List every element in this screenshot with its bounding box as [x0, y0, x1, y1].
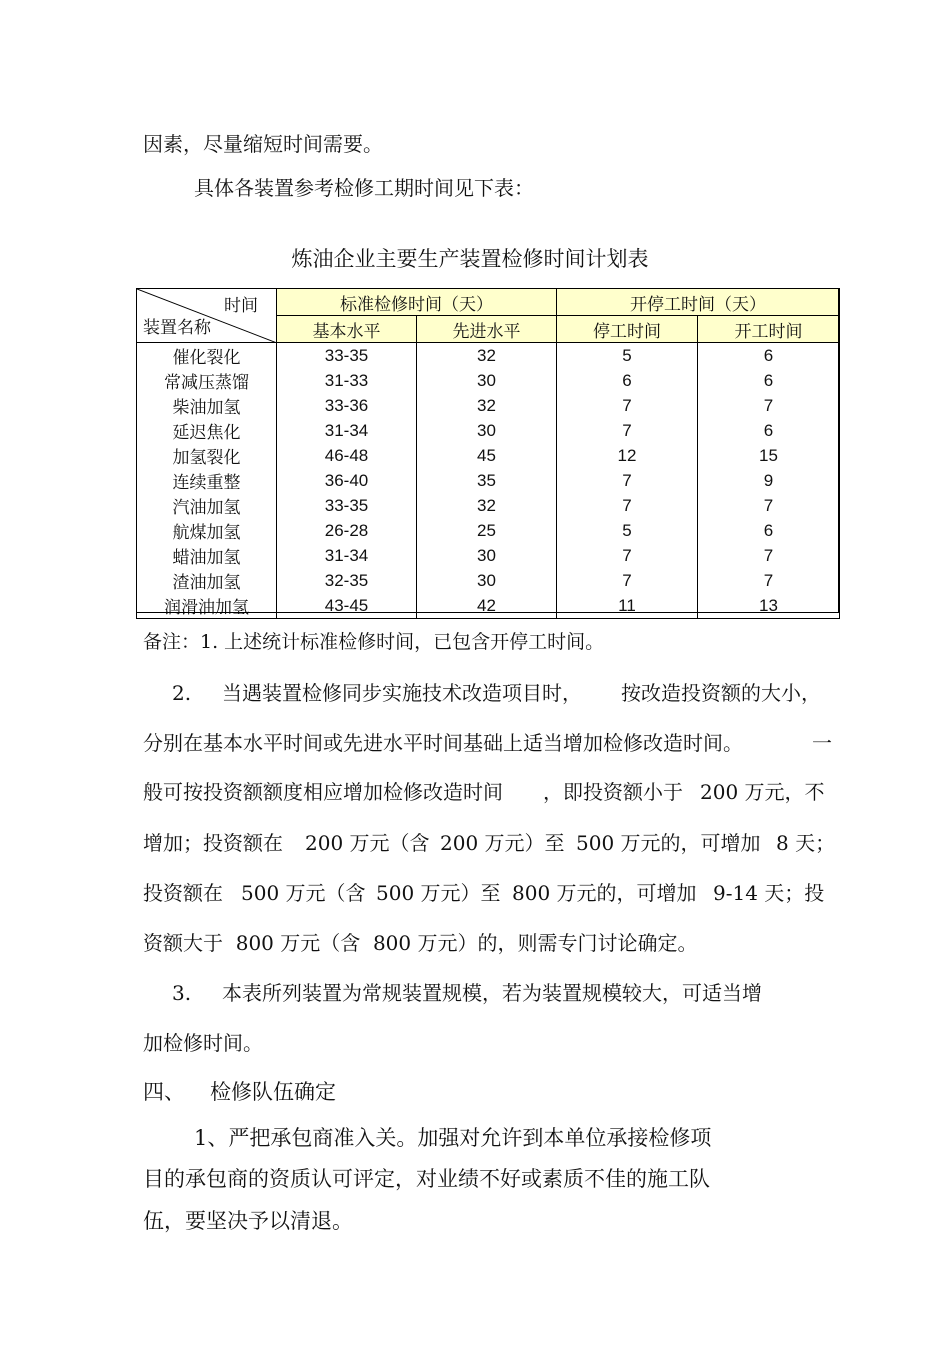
table-row — [137, 518, 840, 543]
header-stop-start-time: 开停工时间（天） — [557, 289, 840, 316]
header-stop-time: 停工时间 — [557, 316, 698, 343]
start-time-cell: 9 — [698, 468, 840, 493]
basic-level-cell: 26-28 — [277, 518, 417, 543]
start-time-cell: 7 — [698, 543, 840, 568]
unit-name-cell: 柴油加氢 — [137, 393, 277, 418]
note-2-text: 增加；投资额在 — [143, 831, 283, 855]
stop-time-cell: 7 — [557, 568, 698, 593]
stop-time-cell: 7 — [557, 493, 698, 518]
advanced-level-cell: 30 — [417, 543, 557, 568]
basic-level-cell: 32-35 — [277, 568, 417, 593]
basic-level-cell: 31-34 — [277, 543, 417, 568]
header-advanced-level: 先进水平 — [417, 316, 557, 343]
stop-time-cell: 11 — [557, 593, 698, 619]
basic-level-cell: 33-36 — [277, 393, 417, 418]
paragraph-line: 目的承包商的资质认可评定，对业绩不好或素质不佳的施工队 — [143, 1167, 710, 1191]
advanced-level-cell: 32 — [417, 393, 557, 418]
note-2-text: 按改造投资额的大小， — [621, 681, 821, 705]
unit-name-cell: 催化裂化 — [137, 343, 277, 369]
table-row — [137, 418, 840, 443]
advanced-level-cell: 30 — [417, 418, 557, 443]
start-time-cell: 7 — [698, 568, 840, 593]
note-3-number: 3. — [172, 981, 192, 1005]
unit-name-cell: 航煤加氢 — [137, 518, 277, 543]
note-2-text: 投资额在 — [143, 881, 223, 905]
header-start-time: 开工时间 — [698, 316, 840, 343]
start-time-cell: 6 — [698, 368, 840, 393]
start-time-cell: 7 — [698, 493, 840, 518]
table-row — [137, 443, 840, 468]
note-3-text: 加检修时间。 — [143, 1031, 263, 1055]
unit-name-cell: 连续重整 — [137, 468, 277, 493]
note-2-text: 500 万元（含 — [241, 881, 366, 905]
stop-time-cell: 12 — [557, 443, 698, 468]
unit-name-cell: 加氢裂化 — [137, 443, 277, 468]
note-2-text: 般可按投资额额度相应增加检修改造时间 — [143, 780, 503, 804]
advanced-level-cell: 25 — [417, 518, 557, 543]
advanced-level-cell: 35 — [417, 468, 557, 493]
note-2-text: 500 万元）至 — [376, 881, 501, 905]
unit-name-cell: 润滑油加氢 — [137, 593, 277, 619]
start-time-cell: 6 — [698, 518, 840, 543]
table-row — [137, 568, 840, 593]
advanced-level-cell: 45 — [417, 443, 557, 468]
header-standard-time: 标准检修时间（天） — [277, 289, 557, 316]
stop-time-cell: 7 — [557, 418, 698, 443]
note-2-text: 资额大于 800 万元（含 800 万元）的，则需专门讨论确定。 — [143, 931, 698, 955]
table-row — [137, 543, 840, 568]
note-2-text: 9-14 天；投 — [713, 881, 825, 905]
note-2-text: 分别在基本水平时间或先进水平时间基础上适当增加检修改造时间。 — [143, 731, 743, 755]
advanced-level-cell: 32 — [417, 343, 557, 369]
unit-name-cell: 常减压蒸馏 — [137, 368, 277, 393]
stop-time-cell: 6 — [557, 368, 698, 393]
start-time-cell: 15 — [698, 443, 840, 468]
note-2-text: 200 万元）至 — [440, 831, 565, 855]
stop-time-cell: 7 — [557, 543, 698, 568]
paragraph-line: 1、严把承包商准入关。加强对允许到本单位承接检修项 — [194, 1126, 712, 1150]
note-2-text: 200 万元（含 — [305, 831, 430, 855]
start-time-cell: 6 — [698, 418, 840, 443]
note-3-text: 本表所列装置为常规装置规模，若为装置规模较大，可适当增 — [222, 981, 762, 1005]
paragraph-line: 具体各装置参考检修工期时间见下表： — [194, 176, 534, 200]
header-basic-level: 基本水平 — [277, 316, 417, 343]
stop-time-cell: 7 — [557, 393, 698, 418]
basic-level-cell: 31-34 — [277, 418, 417, 443]
section-heading: 检修队伍确定 — [210, 1080, 336, 1104]
unit-name-cell: 渣油加氢 — [137, 568, 277, 593]
basic-level-cell: 31-33 — [277, 368, 417, 393]
stop-time-cell: 5 — [557, 343, 698, 369]
table-corner-header — [137, 289, 277, 343]
note-2-text: 一 — [812, 731, 832, 755]
advanced-level-cell: 30 — [417, 368, 557, 393]
start-time-cell: 7 — [698, 393, 840, 418]
note-2-text: 800 万元的，可增加 — [512, 881, 697, 905]
corner-name-label: 装置名称 — [143, 318, 211, 338]
paragraph-line: 因素，尽量缩短时间需要。 — [143, 132, 383, 156]
unit-name-cell: 汽油加氢 — [137, 493, 277, 518]
unit-name-cell: 蜡油加氢 — [137, 543, 277, 568]
basic-level-cell: 46-48 — [277, 443, 417, 468]
table-row — [137, 493, 840, 518]
stop-time-cell: 7 — [557, 468, 698, 493]
section-number: 四、 — [143, 1080, 185, 1104]
note-2-text: ，即投资额小于 — [543, 780, 683, 804]
table-row — [137, 468, 840, 493]
stop-time-cell: 5 — [557, 518, 698, 543]
basic-level-cell: 33-35 — [277, 343, 417, 369]
note-2-number: 2. — [172, 681, 192, 705]
table-row — [137, 343, 840, 369]
advanced-level-cell: 30 — [417, 568, 557, 593]
advanced-level-cell: 42 — [417, 593, 557, 619]
note-2-text: 200 万元，不 — [700, 780, 825, 804]
note-1: 备注：1. 上述统计标准检修时间，已包含开停工时间。 — [143, 631, 605, 653]
basic-level-cell: 36-40 — [277, 468, 417, 493]
note-2-text: 8 天； — [776, 831, 836, 855]
corner-time-label: 时间 — [224, 296, 258, 316]
basic-level-cell: 43-45 — [277, 593, 417, 619]
advanced-level-cell: 32 — [417, 493, 557, 518]
table-row — [137, 368, 840, 393]
note-2-text: 当遇装置检修同步实施技术改造项目时， — [222, 681, 582, 705]
note-2-text: 500 万元的，可增加 — [576, 831, 761, 855]
paragraph-line: 伍，要坚决予以清退。 — [143, 1209, 353, 1233]
table-row — [137, 593, 840, 619]
table-title: 炼油企业主要生产装置检修时间计划表 — [291, 247, 649, 271]
unit-name-cell: 延迟焦化 — [137, 418, 277, 443]
table-row — [137, 393, 840, 418]
basic-level-cell: 33-35 — [277, 493, 417, 518]
schedule-table — [136, 288, 839, 618]
start-time-cell: 13 — [698, 593, 840, 619]
start-time-cell: 6 — [698, 343, 840, 369]
